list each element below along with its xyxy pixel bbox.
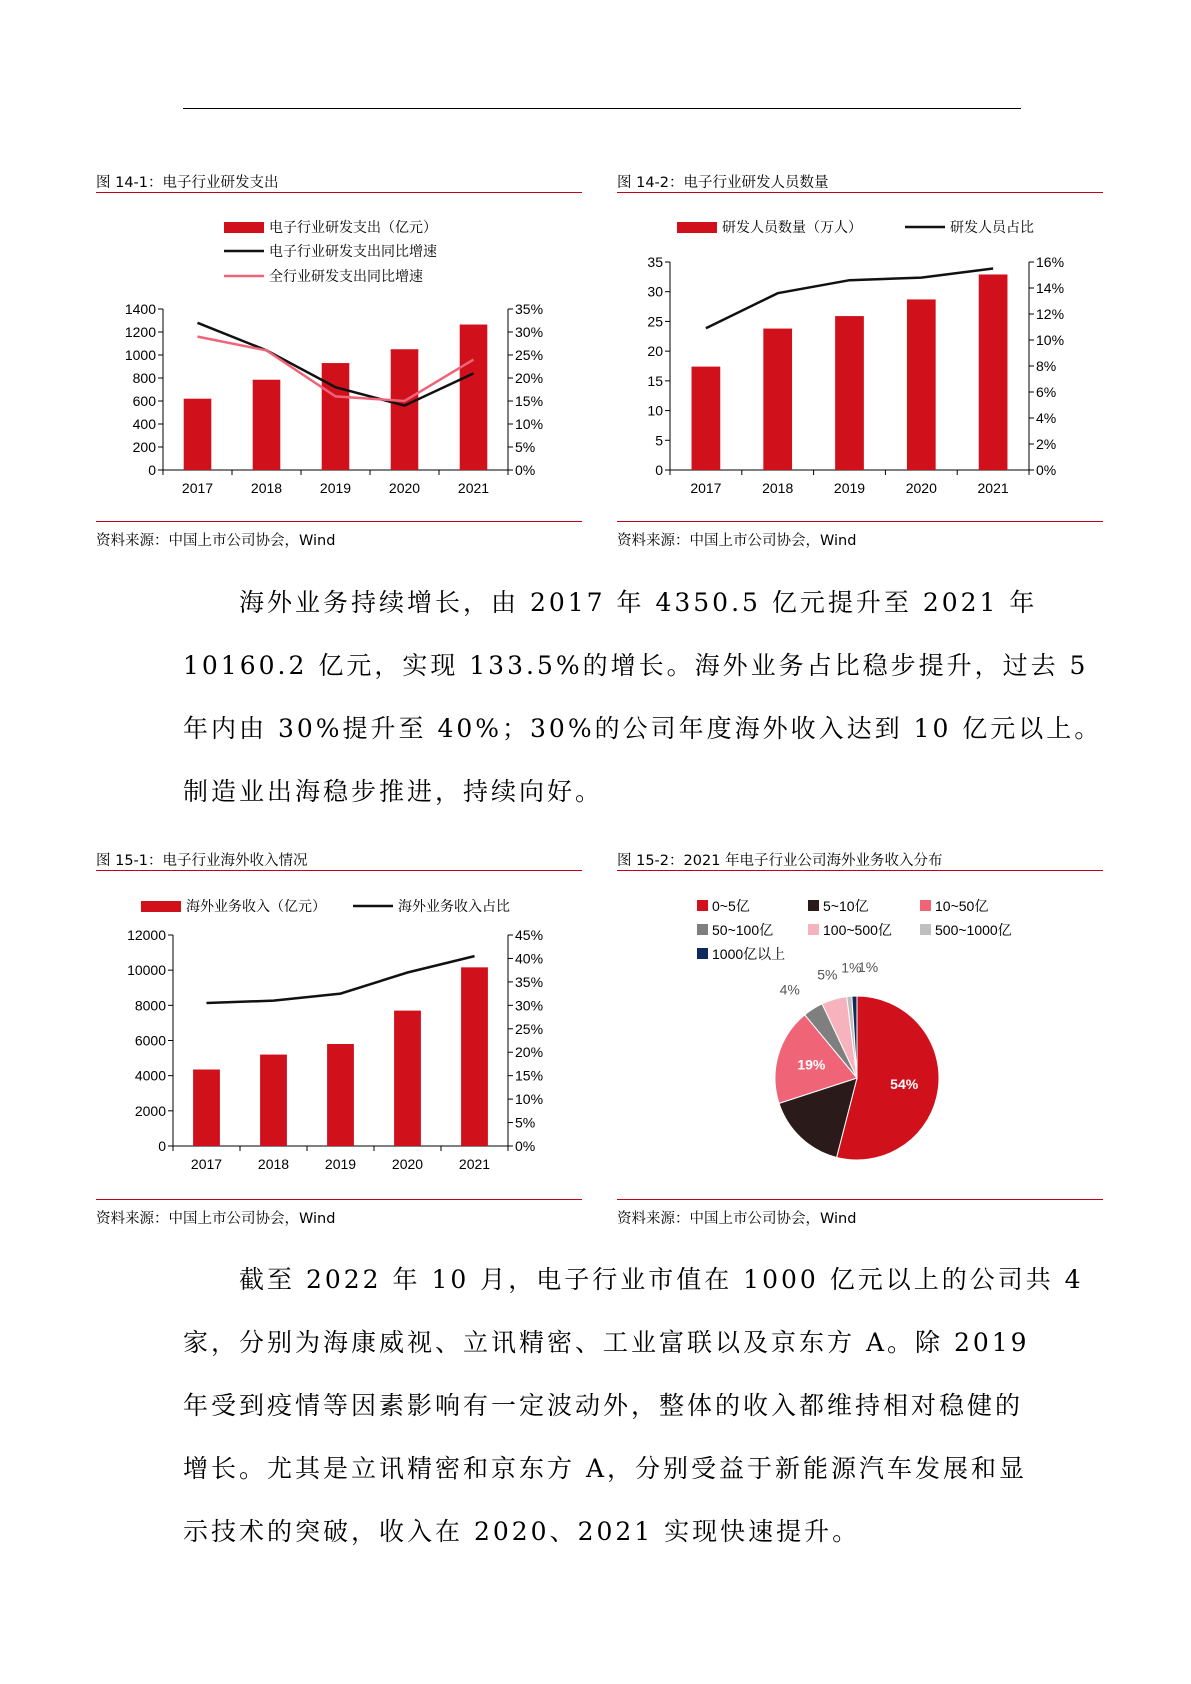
legend-swatch-bar bbox=[141, 901, 181, 912]
y-tick-label-right: 4% bbox=[1036, 410, 1057, 426]
y-tick-label-right: 25% bbox=[515, 1020, 544, 1037]
y-tick-label-left: 0 bbox=[655, 462, 663, 478]
x-tick-label: 2018 bbox=[762, 480, 794, 496]
y-tick-label-right: 6% bbox=[1036, 384, 1057, 400]
figure-title: 图 14-1：电子行业研发支出 bbox=[96, 175, 279, 191]
legend-label: 50~100亿 bbox=[712, 922, 774, 938]
bar bbox=[327, 1044, 354, 1146]
y-tick-label-right: 12% bbox=[1036, 306, 1065, 322]
x-tick-label: 2017 bbox=[690, 480, 722, 496]
y-tick-label-left: 0 bbox=[158, 1138, 166, 1154]
paragraph-line: 年受到疫情等因素影响有一定波动外，整体的收入都维持相对稳健的 bbox=[183, 1391, 1024, 1420]
bar bbox=[460, 325, 488, 470]
y-tick-label-right: 10% bbox=[515, 416, 544, 432]
series-line bbox=[207, 956, 475, 1003]
legend-swatch-bar bbox=[677, 222, 717, 233]
figure-title: 图 14-2：电子行业研发人员数量 bbox=[617, 175, 829, 191]
paragraph-line: 家，分别为海康威视、立讯精密、工业富联以及京东方 A。除 2019 bbox=[183, 1328, 1030, 1357]
figure-source-rule bbox=[617, 1199, 1103, 1200]
pie-data-label: 5% bbox=[817, 966, 838, 983]
y-tick-label-left: 15 bbox=[647, 372, 663, 389]
bar bbox=[907, 299, 936, 470]
y-tick-label-left: 4000 bbox=[134, 1067, 166, 1084]
x-tick-label: 2020 bbox=[388, 480, 421, 496]
bar bbox=[979, 274, 1008, 470]
y-tick-label-right: 10% bbox=[515, 1091, 544, 1108]
rd-staff-chart bbox=[617, 195, 1103, 515]
legend-swatch bbox=[920, 900, 931, 911]
x-tick-label: 2019 bbox=[324, 1156, 357, 1172]
paragraph-line: 增长。尤其是立讯精密和京东方 A，分别受益于新能源汽车发展和显 bbox=[183, 1454, 1028, 1483]
paragraph-line: 示技术的突破，收入在 2020、2021 实现快速提升。 bbox=[183, 1517, 861, 1546]
y-tick-label-left: 600 bbox=[132, 393, 156, 409]
y-tick-label-left: 800 bbox=[132, 370, 156, 386]
y-tick-label-left: 0 bbox=[148, 462, 156, 478]
y-tick-label-right: 2% bbox=[1036, 436, 1057, 452]
y-tick-label-left: 2000 bbox=[134, 1102, 166, 1119]
legend-label: 0~5亿 bbox=[712, 898, 750, 914]
pie-data-label: 19% bbox=[797, 1056, 826, 1073]
paragraph-line: 10160.2 亿元，实现 133.5%的增长。海外业务占比稳步提升，过去 5 bbox=[183, 651, 1089, 680]
y-tick-label-right: 35% bbox=[515, 301, 544, 317]
x-tick-label: 2021 bbox=[457, 480, 490, 496]
x-tick-label: 2017 bbox=[190, 1156, 223, 1172]
legend-label: 500~1000亿 bbox=[935, 922, 1012, 938]
legend-label: 海外业务收入占比 bbox=[398, 898, 510, 914]
paragraph-line: 年内由 30%提升至 40%；30%的公司年度海外收入达到 10 亿元以上。 bbox=[183, 714, 1103, 743]
y-tick-label-left: 1400 bbox=[124, 301, 156, 317]
bar bbox=[835, 316, 864, 470]
x-tick-label: 2021 bbox=[458, 1156, 491, 1172]
pie-data-label: 1% bbox=[841, 959, 862, 976]
pie-data-label: 54% bbox=[890, 1075, 919, 1092]
legend-label: 全行业研发支出同比增速 bbox=[269, 268, 423, 284]
figure-source-rule bbox=[617, 521, 1103, 522]
legend-swatch bbox=[808, 900, 819, 911]
legend-swatch-bar bbox=[224, 222, 264, 233]
y-tick-label-right: 0% bbox=[515, 1138, 536, 1154]
y-tick-label-left: 200 bbox=[132, 439, 156, 455]
bar bbox=[763, 329, 792, 470]
y-tick-label-right: 45% bbox=[515, 927, 544, 943]
legend-label: 1000亿以上 bbox=[712, 946, 786, 962]
y-tick-label-left: 10000 bbox=[127, 962, 166, 979]
y-tick-label-left: 5 bbox=[655, 432, 663, 449]
y-tick-label-right: 15% bbox=[515, 1067, 544, 1084]
y-tick-label-left: 25 bbox=[647, 313, 663, 330]
bar bbox=[394, 1011, 421, 1146]
y-tick-label-left: 8000 bbox=[134, 997, 166, 1014]
paragraph-line: 截至 2022 年 10 月，电子行业市值在 1000 亿元以上的公司共 4 bbox=[239, 1265, 1084, 1294]
paragraph-line: 海外业务持续增长，由 2017 年 4350.5 亿元提升至 2021 年 bbox=[239, 588, 1038, 617]
figure-title-rule bbox=[96, 192, 582, 193]
y-tick-label-right: 40% bbox=[515, 950, 544, 967]
legend-label: 研发人员占比 bbox=[950, 219, 1034, 235]
y-tick-label-right: 10% bbox=[1036, 332, 1065, 348]
y-tick-label-right: 16% bbox=[1036, 254, 1065, 270]
figure-title-rule bbox=[617, 870, 1103, 871]
x-tick-label: 2019 bbox=[833, 480, 866, 496]
y-tick-label-left: 1200 bbox=[124, 324, 156, 340]
bar bbox=[260, 1055, 287, 1146]
y-tick-label-right: 8% bbox=[1036, 358, 1057, 374]
y-tick-label-left: 20 bbox=[647, 343, 663, 360]
legend-label: 电子行业研发支出同比增速 bbox=[269, 243, 437, 259]
y-tick-label-right: 20% bbox=[515, 1044, 544, 1061]
x-tick-label: 2017 bbox=[181, 480, 214, 496]
y-tick-label-right: 35% bbox=[515, 973, 544, 990]
y-tick-label-right: 5% bbox=[515, 439, 536, 455]
bar bbox=[193, 1070, 220, 1146]
y-tick-label-left: 6000 bbox=[134, 1032, 166, 1049]
legend-label: 100~500亿 bbox=[823, 922, 892, 938]
y-tick-label-left: 400 bbox=[132, 416, 156, 432]
y-tick-label-right: 14% bbox=[1036, 280, 1065, 296]
bar bbox=[391, 349, 419, 470]
figure-title-rule bbox=[617, 192, 1103, 193]
bar bbox=[322, 363, 350, 470]
figure-source: 资料来源：中国上市公司协会，Wind bbox=[96, 1211, 336, 1227]
y-tick-label-left: 30 bbox=[647, 283, 663, 300]
x-tick-label: 2018 bbox=[257, 1156, 290, 1172]
y-tick-label-right: 25% bbox=[515, 347, 544, 363]
y-tick-label-left: 12000 bbox=[127, 927, 166, 943]
legend-swatch bbox=[697, 948, 708, 959]
paragraph-line: 制造业出海稳步推进，持续向好。 bbox=[183, 777, 604, 806]
body-paragraph-2 bbox=[183, 1248, 1084, 1563]
legend-swatch bbox=[808, 924, 819, 935]
bar bbox=[461, 967, 488, 1146]
rd-expense-chart bbox=[96, 195, 582, 515]
legend-label: 5~10亿 bbox=[823, 898, 869, 914]
legend-label: 10~50亿 bbox=[935, 898, 989, 914]
legend-label: 电子行业研发支出（亿元） bbox=[269, 219, 437, 235]
y-tick-label-right: 20% bbox=[515, 370, 544, 386]
legend-swatch bbox=[697, 900, 708, 911]
pie-data-label: 1% bbox=[857, 959, 879, 976]
bar bbox=[184, 399, 212, 470]
figure-source: 资料来源：中国上市公司协会，Wind bbox=[96, 533, 336, 549]
figure-source: 资料来源：中国上市公司协会，Wind bbox=[617, 1211, 857, 1227]
x-tick-label: 2020 bbox=[905, 480, 937, 496]
legend-swatch bbox=[697, 924, 708, 935]
legend-label: 研发人员数量（万人） bbox=[722, 219, 862, 235]
overseas-revenue-chart bbox=[96, 873, 582, 1193]
figure-title: 图 15-2：2021 年电子行业公司海外业务收入分布 bbox=[617, 853, 943, 869]
y-tick-label-left: 35 bbox=[647, 254, 663, 270]
pie-data-label: 4% bbox=[779, 981, 800, 998]
figure-source-rule bbox=[96, 521, 582, 522]
figure-title-rule bbox=[96, 870, 582, 871]
body-paragraph-1 bbox=[183, 571, 1103, 823]
y-tick-label-left: 10 bbox=[647, 402, 663, 419]
x-tick-label: 2021 bbox=[977, 480, 1009, 496]
bar bbox=[692, 367, 721, 470]
y-tick-label-right: 30% bbox=[515, 324, 544, 340]
figure-source: 资料来源：中国上市公司协会，Wind bbox=[617, 533, 857, 549]
x-tick-label: 2019 bbox=[319, 480, 352, 496]
figure-title: 图 15-1：电子行业海外收入情况 bbox=[96, 853, 308, 869]
y-tick-label-left: 1000 bbox=[124, 347, 156, 363]
bar bbox=[253, 380, 281, 470]
page-top-rule bbox=[183, 108, 1021, 109]
y-tick-label-right: 5% bbox=[515, 1114, 536, 1131]
x-tick-label: 2018 bbox=[250, 480, 283, 496]
legend-swatch bbox=[920, 924, 931, 935]
y-tick-label-right: 15% bbox=[515, 393, 544, 409]
y-tick-label-right: 0% bbox=[1036, 462, 1057, 478]
legend-label: 海外业务收入（亿元） bbox=[186, 898, 326, 914]
y-tick-label-right: 30% bbox=[515, 997, 544, 1014]
x-tick-label: 2020 bbox=[391, 1156, 424, 1172]
figure-source-rule bbox=[96, 1199, 582, 1200]
y-tick-label-right: 0% bbox=[515, 462, 536, 478]
overseas-distribution-pie bbox=[617, 873, 1103, 1193]
